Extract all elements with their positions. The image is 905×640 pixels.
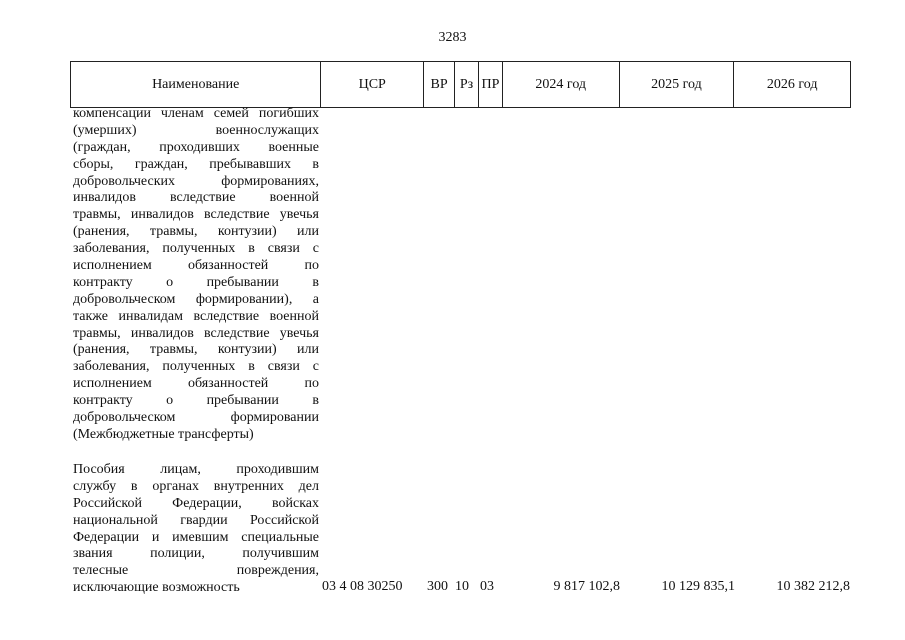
cell-2025: 10 129 835,1 xyxy=(661,579,735,594)
row-name-continuation xyxy=(73,106,319,444)
name-text-line: травмы, инвалидов вследствие увечья xyxy=(73,325,319,341)
name-text-line: Российской Федерации, войсках xyxy=(73,495,319,511)
name-text-line: Федерации и имевшим специальные xyxy=(73,529,319,545)
name-text-line: добровольческом формировании xyxy=(73,410,319,426)
cell-rz: 10 xyxy=(455,579,469,594)
table-header xyxy=(70,61,851,108)
name-text-line: (умерших) военнослужащих xyxy=(73,122,319,138)
name-text-line: телесные повреждения, xyxy=(73,563,319,579)
name-text-line: (ранения, травмы, контузии) или xyxy=(73,342,319,358)
header-year-2024: 2024 год xyxy=(503,62,620,107)
name-text-line: добровольческих формированиях, xyxy=(73,173,319,189)
cell-2026: 10 382 212,8 xyxy=(776,579,850,594)
name-text-line: (Межбюджетные трансферты) xyxy=(73,426,254,442)
name-text-line: Пособия лицам, проходившим xyxy=(73,462,319,477)
header-vr: ВР xyxy=(424,62,455,107)
header-pr: ПР xyxy=(479,62,503,107)
cell-2024: 9 817 102,8 xyxy=(553,579,620,594)
name-text-line: заболевания, полученных в связи с xyxy=(73,241,319,257)
name-text-line: звания полиции, получившим xyxy=(73,546,319,562)
header-rz: Рз xyxy=(455,62,479,107)
name-text-line: также инвалидам вследствие военной xyxy=(73,308,319,324)
header-csr: ЦСР xyxy=(321,62,424,107)
name-text-line: исполнением обязанностей по xyxy=(73,258,319,274)
header-name: Наименование xyxy=(71,62,321,107)
row-name-posobiya xyxy=(73,462,319,597)
header-year-2026: 2026 год xyxy=(766,76,818,92)
name-text-line: заболевания, полученных в связи с xyxy=(73,359,319,375)
name-text-line: национальной гвардии Российской xyxy=(73,512,319,528)
name-text-line: инвалидов вследствие военной xyxy=(73,190,319,206)
name-text-line: добровольческом формировании), а xyxy=(73,291,319,307)
name-text-line: компенсации членам семей погибших xyxy=(73,106,319,121)
cell-pr: 03 xyxy=(480,579,494,594)
header-year-2025: 2025 год xyxy=(620,62,735,107)
name-text-line: травмы, инвалидов вследствие увечья xyxy=(73,207,319,223)
name-text-line: сборы, граждан, пребывавших в xyxy=(73,156,319,172)
name-text-line: контракту о пребывании в xyxy=(73,274,319,290)
name-text-line: исполнением обязанностей по xyxy=(73,376,319,392)
page-number: 3283 xyxy=(438,30,467,45)
cell-vr: 300 xyxy=(427,579,448,594)
name-text-line: контракту о пребывании в xyxy=(73,393,319,409)
name-text-line: службу в органах внутренних дел xyxy=(73,478,319,494)
name-text-line: (ранения, травмы, контузии) или xyxy=(73,224,319,240)
name-text-line: (граждан, проходивших военные xyxy=(73,139,319,155)
name-text-line: исключающие возможность xyxy=(73,580,240,596)
cell-csr: 03 4 08 30250 xyxy=(322,579,403,594)
